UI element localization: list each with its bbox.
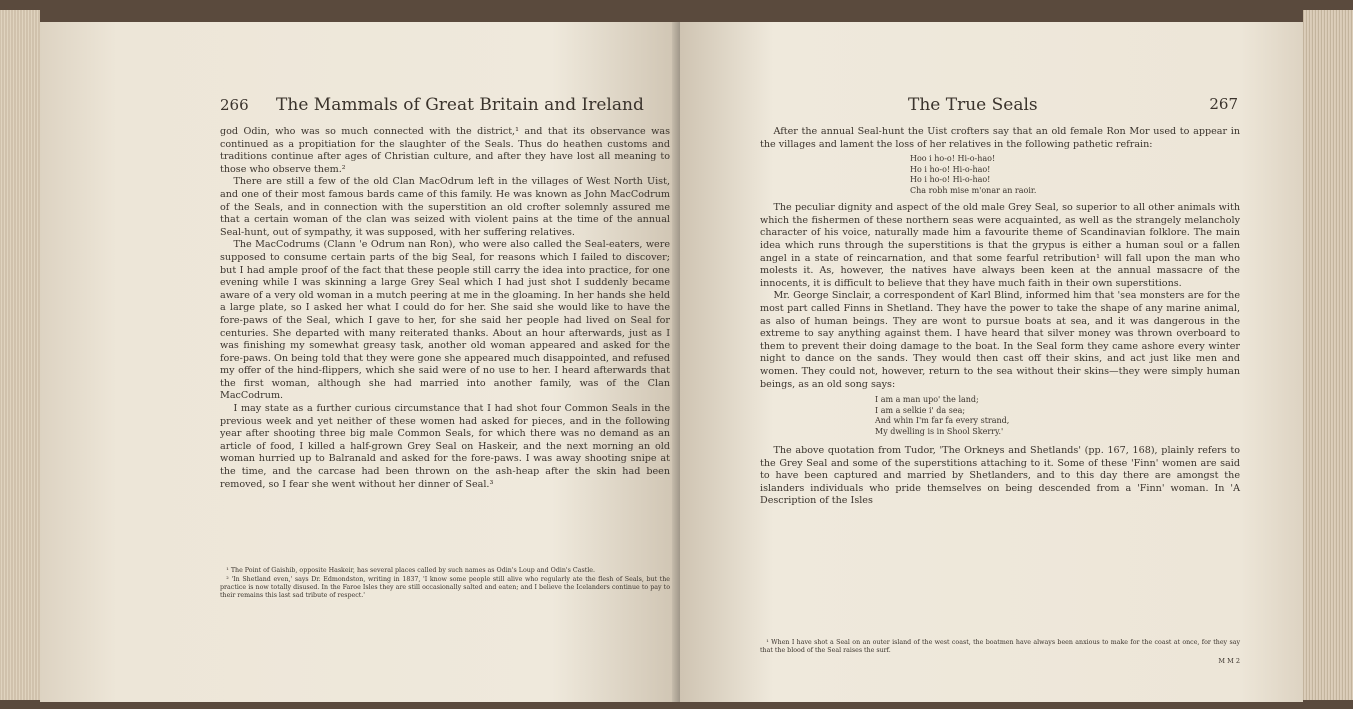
left-running-head: [220, 95, 644, 115]
verse-line: Ho i ho-o! Hi-o-hao!: [910, 164, 991, 174]
left-running-title: The Mammals of Great Britain and Ireland: [276, 95, 644, 115]
page-edges-left: [0, 10, 40, 700]
left-body-text: [220, 126, 670, 491]
footnote: ¹ The Point of Gaishib, opposite Haskeir, has several places called by such names as Odin's Loup and Odin's Castle.: [226, 567, 595, 574]
right-running-title: The True Seals: [908, 95, 1038, 115]
left-paragraph: I may state as a further curious circumstance that I had shot four Common Seals in the previous week and yet neither of these women had asked for pieces, and in the following year after shooting three big male Common Seals, for which there was no demand as an article of food, I killed a half-grown Grey Seal on Haskeir, and the next morning an old woman hurried up to Balranald and asked for the fore-paws. I was away shooting snipe at the time, and the carcase had been thrown on the ash-heap after the skin had been removed, so I fear she went without her dinner of Seal.³: [220, 403, 670, 490]
verse-line: And whin I'm far fa every strand,: [875, 416, 1010, 426]
signature-mark: M M 2: [1218, 657, 1240, 665]
left-paragraph: The MacCodrums (Clann 'e Odrum nan Ron), who were also called the Seal-eaters, were supposed to consume certain parts of the big Seal, for reasons which I failed to discover; but I had ample proof of the fact that these people still carry the idea into practice, for one evening while I was skinning a large Grey Seal which I had just shot I suddenly became aware of a very old woman in a mutch peering at me in the gloaming. In her hands she held a large plate, so I asked her what I could do for her. She said she would like to have the fore-paws of the Seal, which I gave to her, for she said her people had lived on Seal for centuries. She departed with many reiterated thanks. About an hour afterwards, just as I was finishing my somewhat greasy task, another old woman appeared and asked for the fore-paws. On being told that they were gone she appeared much disappointed, and refused my offer of the hind-flippers, which she said were of no use to her. I heard afterwards that the first woman, although she had married into another family, was of the Clan MacCodrum.: [220, 239, 670, 402]
right-paragraph: After the annual Seal-hunt the Uist crofters say that an old female Ron Mor used to appear in the villages and lament the loss of her relatives in the following pathetic refrain:: [760, 126, 1240, 150]
left-footnotes: [220, 567, 670, 601]
right-paragraph: The peculiar dignity and aspect of the old male Grey Seal, so superior to all other animals with which the fishermen of these northern seas were acquainted, as well as the strangely melancholy character of his voice, naturally made him a favourite theme of Scandinavian folklore. The main idea which runs through the superstitions is that the grypus is either a human soul or a fallen angel in a state of reincarnation, and that some fearful retribution¹ will fall upon the man who molests it. As, however, the natives have always been keen at the annual massacre of the innocents, it is difficult to believe that they have much faith in their own superstitions.: [760, 202, 1240, 289]
right-footnote: [760, 639, 1240, 665]
verse-line: Cha robh mise m'onar an raoir.: [910, 185, 1037, 195]
verse-line: Ho i ho-o! Hi-o-hao!: [910, 175, 991, 185]
verse-line: I am a man upo' the land;: [875, 395, 979, 405]
right-page-number: 267: [1209, 95, 1238, 113]
right-paragraph: The above quotation from Tudor, 'The Orkneys and Shetlands' (pp. 167, 168), plainly refers to the Grey Seal and some of the superstitions attaching to it. Some of these 'Finn' women are said to have been captured and married by Shetlanders, and to this day there are amongst the islanders individuals who pride themselves on being descended from a 'Finn' woman. In 'A Description of the Isles: [760, 445, 1240, 507]
left-paragraph: god Odin, who was so much connected with the district,¹ and that its observance was continued as a propitiation for the slaughter of the Seals. Thus do heathen customs and traditions continue after ages of Christian culture, and after they have lost all meaning to those who observe them.²: [220, 126, 670, 175]
right-body-text: [760, 126, 1240, 508]
right-page: [680, 22, 1303, 702]
left-page: [40, 22, 680, 702]
verse-line: I am a selkie i' da sea;: [875, 405, 966, 415]
right-paragraph: Mr. George Sinclair, a correspondent of Karl Blind, informed him that 'sea monsters are for the most part called Finns in Shetland. They have the power to take the shape of any marine animal, as also of human beings. They are wont to pursue boats at sea, and it was dangerous in the extreme to say anything against them. I have heard that silver money was thrown overboard to them to prevent their doing damage to the boat. In the Seal form they came ashore every winter night to dance on the sands. They would then cast off their skins, and act just like men and women. They could not, however, return to the sea without their skins—they were simply human beings, as an old song says:: [760, 290, 1240, 390]
right-running-head: [908, 95, 1238, 115]
selkie-song-verse: [875, 395, 1240, 437]
left-page-number: 266: [220, 96, 249, 114]
verse-line: Hoo i ho-o! Hi-o-hao!: [910, 154, 996, 164]
footnote: ² 'In Shetland even,' says Dr. Edmondston, writing in 1837, 'I know some people still alive who regularly ate the flesh of Seals, but the practice is now totally disused. In the Faroe Isles they are still occasionally salted and eaten; and I believe the Icelanders continue to pay to their remains this last sad tribute of respect.': [220, 576, 670, 599]
seal-refrain-verse: [910, 154, 1240, 196]
page-edges-right: [1303, 10, 1353, 700]
left-paragraph: There are still a few of the old Clan MacOdrum left in the villages of West North Uist, and one of their most famous bards came of this family. He was known as John MacCodrum of the Seals, and in connection with the superstition an old crofter solemnly assured me that a certain woman of the clan was seized with violent pains at the time of the annual Seal-hunt, out of sympathy, it was supposed, with her suffering relatives.: [220, 176, 670, 238]
footnote: ¹ When I have shot a Seal on an outer island of the west coast, the boatmen have always been anxious to make for the coast at once, for they say that the blood of the Seal raises the surf.: [760, 639, 1240, 654]
verse-line: My dwelling is in Shool Skerry.': [875, 426, 1004, 436]
